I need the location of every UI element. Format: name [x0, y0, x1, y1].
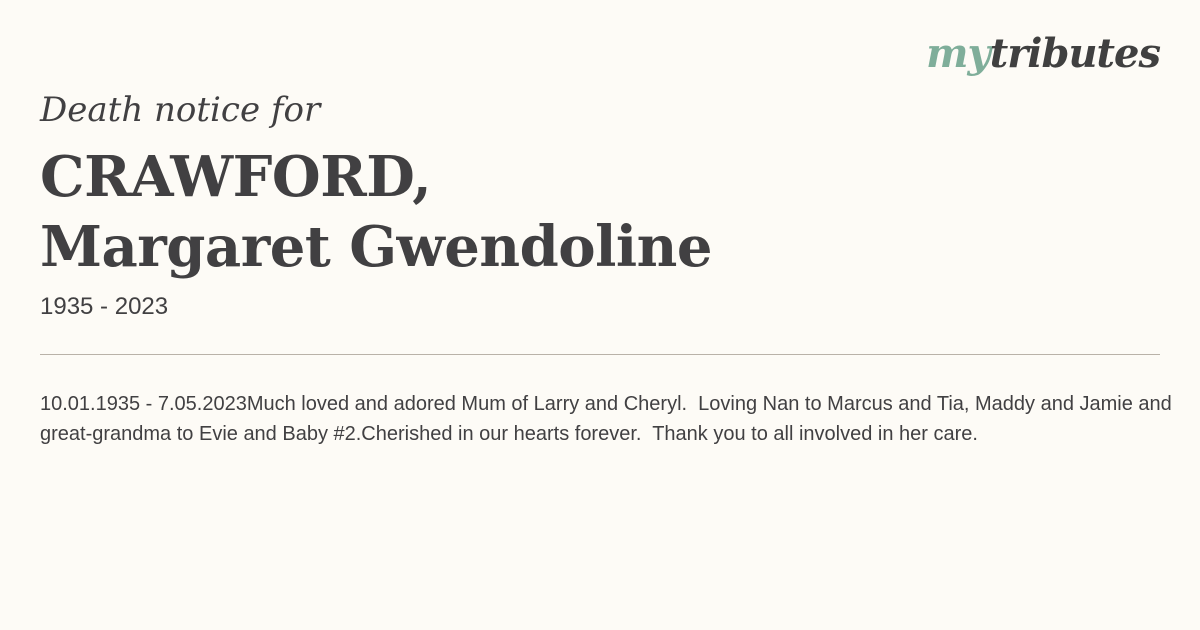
- deceased-name: [40, 142, 712, 282]
- deceased-given-names: Margaret Gwendoline: [40, 214, 712, 280]
- life-years: 1935 - 2023: [40, 293, 169, 320]
- logo-tributes-text: tributes: [989, 30, 1160, 77]
- logo-my-text: my: [926, 30, 990, 77]
- mytributes-logo: [926, 30, 1160, 77]
- death-notice-heading: Death notice for: [40, 90, 321, 130]
- deceased-surname: CRAWFORD,: [40, 144, 432, 210]
- notice-body-text: 10.01.1935 - 7.05.2023Much loved and adored Mum of Larry and Cheryl. Loving Nan to Marcus and Tia, Maddy and Jamie and great-grandma to Evie and Baby #2.Cherished in our hearts forever. Thank you to all involved in her care.: [40, 393, 1178, 445]
- section-divider: [40, 354, 1160, 355]
